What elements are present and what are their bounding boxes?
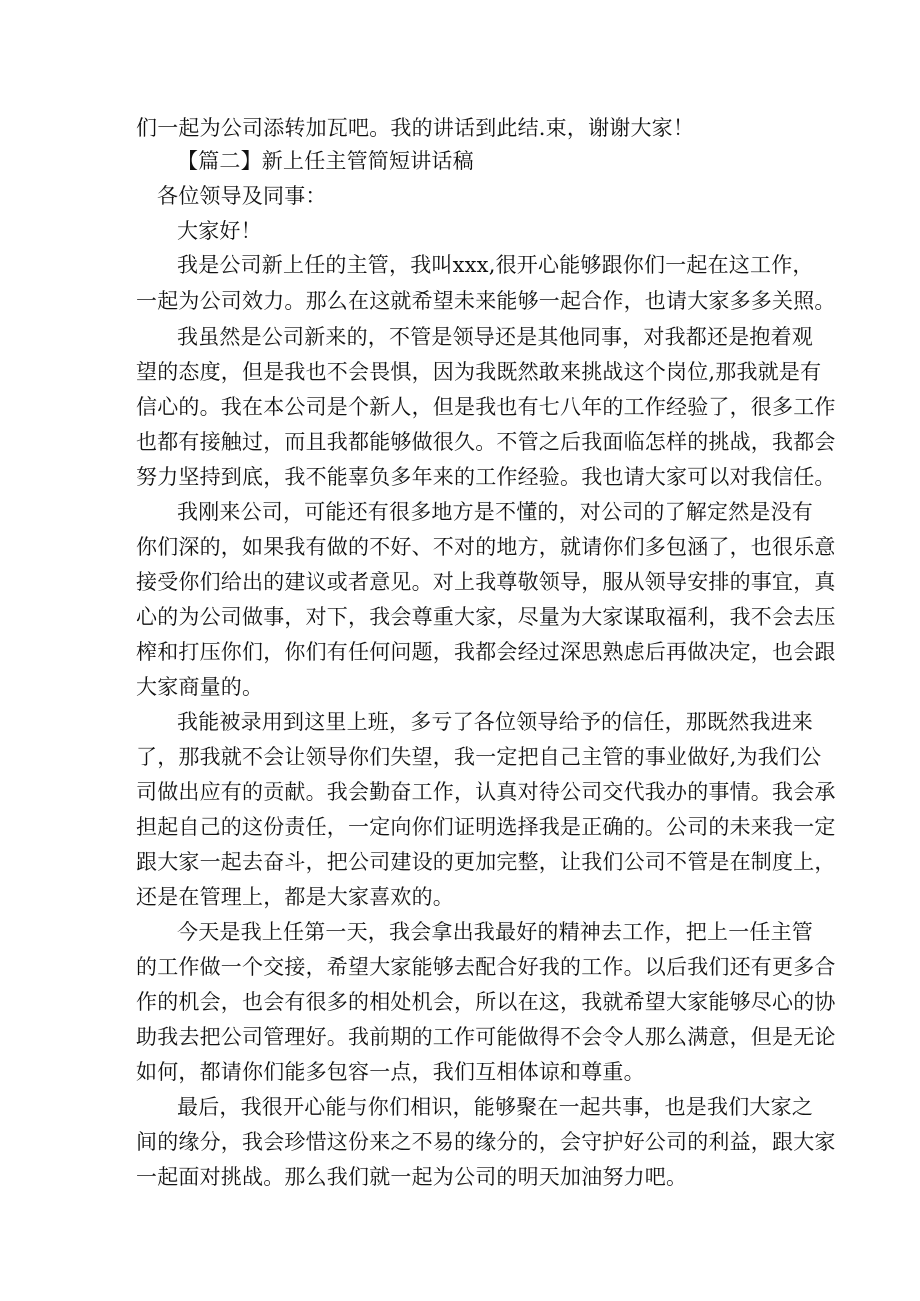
text-line: 我是公司新上任的主管，我叫xxx,很开心能够跟你们一起在这工作，: [177, 253, 814, 277]
text-line: 助我去把公司管理好。我前期的工作可能做得不会令人那么满意，但是无论: [136, 1025, 836, 1049]
text-line: 担起自己的这份责任，一定向你们证明选择我是正确的。公司的未来我一定: [136, 815, 836, 839]
text-line: 跟大家一起去奋斗，把公司建设的更加完整，让我们公司不管是在制度上，: [136, 850, 836, 874]
text-line: 还是在管理上，都是大家喜欢的。: [136, 885, 454, 909]
greeting: 大家好！: [177, 219, 262, 243]
text-line: 今天是我上任第一天，我会拿出我最好的精神去工作，把上一任主管: [177, 920, 813, 944]
text-line: 的工作做一个交接，希望大家能够去配合好我的工作。以后我们还有更多合: [136, 955, 836, 979]
text-line: 也都有接触过，而且我都能够做很久。不管之后我面临怎样的挑战，我都会: [136, 430, 836, 454]
text-line: 我虽然是公司新来的，不管是领导还是其他同事，对我都还是抱着观: [177, 325, 813, 349]
text-line: 信心的。我在本公司是个新人，但是我也有七八年的工作经验了，很多工作: [136, 395, 836, 419]
text-line: 望的态度，但是我也不会畏惧，因为我既然敢来挑战这个岗位,那我就是有: [136, 360, 822, 384]
text-line: 最后，我很开心能与你们相识，能够聚在一起共事，也是我们大家之: [177, 1095, 813, 1119]
text-line: 一起为公司效力。那么在这就希望未来能够一起合作，也请大家多多关照。: [136, 289, 836, 313]
section-heading: 【篇二】新上任主管简短讲话稿: [177, 149, 474, 173]
text-line: 如何，都请你们能多包容一点，我们互相体谅和尊重。: [136, 1060, 645, 1084]
text-line: 我刚来公司，可能还有很多地方是不懂的，对公司的了解定然是没有: [177, 500, 813, 524]
text-line: 我能被录用到这里上班，多亏了各位领导给予的信任，那既然我进来: [177, 710, 813, 734]
text-line: 接受你们给出的建议或者意见。对上我尊敬领导，服从领导安排的事宜，真: [136, 570, 836, 594]
text-line: 心的为公司做事，对下，我会尊重大家，尽量为大家谋取福利，我不会去压: [136, 605, 836, 629]
text-line: 了，那我就不会让领导你们失望，我一定把自己主管的事业做好,为我们公: [136, 745, 822, 769]
text-line: 作的机会，也会有很多的相处机会，所以在这，我就希望大家能够尽心的协: [136, 990, 836, 1014]
text-line: 一起面对挑战。那么我们就一起为公司的明天加油努力吧。: [136, 1165, 688, 1189]
text-line: 们一起为公司添转加瓦吧。我的讲话到此结.束，谢谢大家！: [136, 116, 695, 140]
text-line: 间的缘分，我会珍惜这份来之不易的缘分的，会守护好公司的利益，跟大家: [136, 1130, 836, 1154]
text-line: 努力坚持到底，我不能辜负多年来的工作经验。我也请大家可以对我信任。: [136, 465, 836, 489]
text-line: 大家商量的。: [136, 675, 264, 699]
text-line: 你们深的，如果我有做的不好、不对的地方，就请你们多包涵了，也很乐意: [136, 535, 836, 559]
text-line: 榨和打压你们，你们有任何问题，我都会经过深思熟虑后再做决定，也会跟: [136, 640, 836, 664]
salutation: 各位领导及同事：: [157, 184, 327, 208]
text-line: 司做出应有的贡献。我会勤奋工作，认真对待公司交代我办的事情。我会承: [136, 780, 836, 804]
